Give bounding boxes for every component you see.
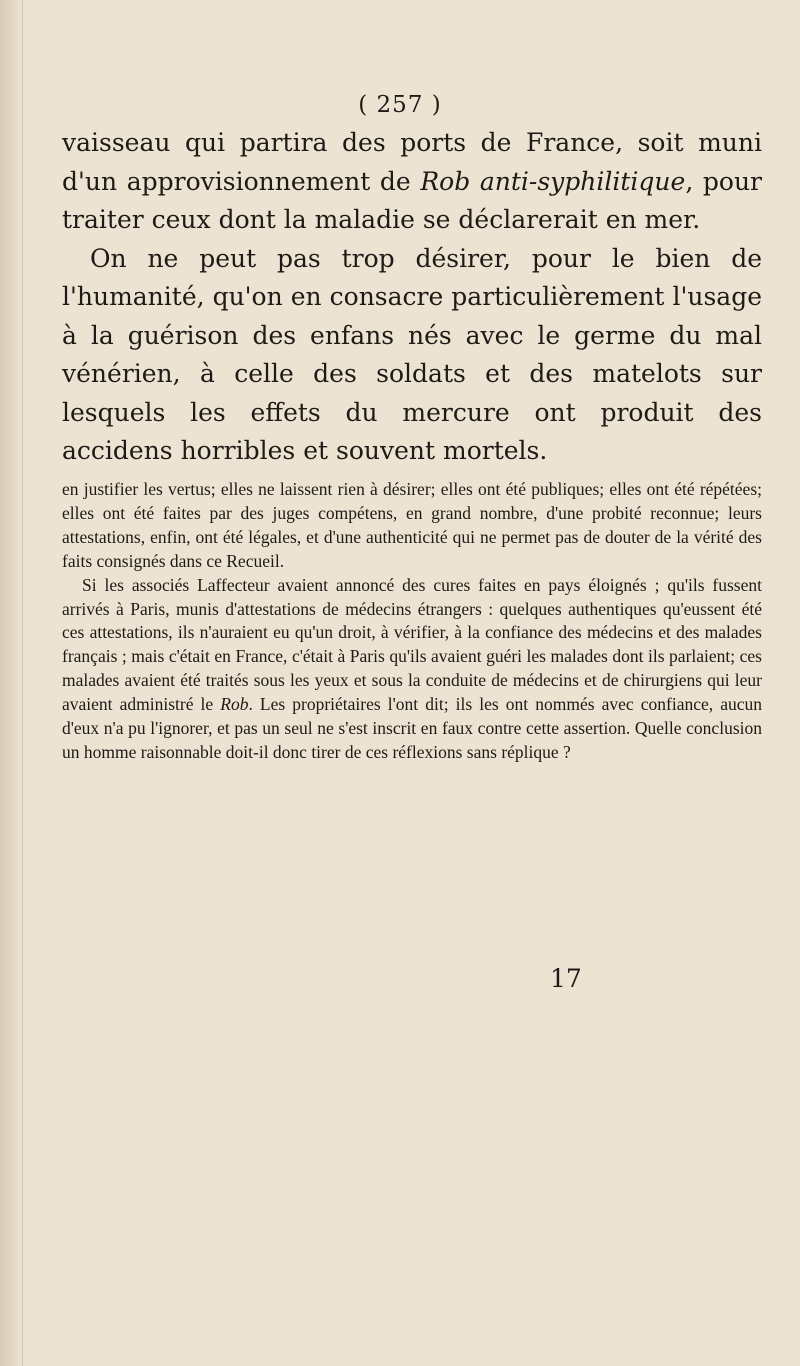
page-number: ( 257 ) (358, 92, 442, 118)
footnote-paragraph-2 (62, 574, 762, 765)
page-binding-edge (0, 0, 23, 1366)
note-p2-frag-0: Si les associés Laffecteur avaient annoncé des cures faites en pays éloignés ; qu'ils fussent arrivés à Paris, munis d'attestations de médecins étrangers : quelques authentiques qu'eussent été ces attestations, ils n'auraient eu qu'un droit, à vérifier, à la confiance des médecins et des malades français ; mais c'était en France, c'était à Paris qu'ils avaient guéri les malades dont ils parlaient; ces malades avaient été traités sous les yeux et sous la conduite de médecins et de chirurgiens qui leur avaient administré le (62, 574, 762, 715)
main-paragraph-1 (62, 124, 762, 240)
footnote-text (62, 478, 762, 765)
main-text (62, 124, 762, 471)
main-p1-frag-1-italic: Rob anti-syphilitique (420, 166, 686, 196)
main-paragraph-2: On ne peut pas trop désirer, pour le bien de l'humanité, qu'on en consacre particulièrement l'usage à la guérison des enfans nés avec le germe du mal vénérien, à celle des soldats et des matelots sur lesquels les effets du mercure ont produit des accidens horribles et souvent mortels. (62, 243, 762, 465)
signature-mark: 17 (550, 964, 582, 993)
footnote-paragraph-1: en justifier les vertus; elles ne laissent rien à désirer; elles ont été publiques; elles ont été répétées; elles ont été faites par des juges compétens, en grand nombre, d'une probité reconnue; leurs attestations, enfin, ont été légales, et d'une authenticité qui ne permet pas de douter de la vérité des faits consignés dans ce Recueil. (62, 479, 762, 571)
note-p2-frag-2: . Les propriétaires l'ont dit; ils les ont nommés avec confiance, aucun d'eux n'a pu l'ignorer, et pas un seul ne s'est inscrit en faux contre cette assertion. Quelle conclusion un homme raisonnable doit-il donc tirer de ces réflexions sans réplique ? (62, 694, 762, 762)
main-p1-frag-0: vaisseau qui partira des ports de France, soit muni d'un approvisionnement de (62, 128, 762, 196)
main-p1-frag-2: , pour traiter ceux dont la maladie se déclarerait en mer. (62, 166, 763, 234)
note-p2-frag-1-italic: Rob (220, 694, 249, 715)
